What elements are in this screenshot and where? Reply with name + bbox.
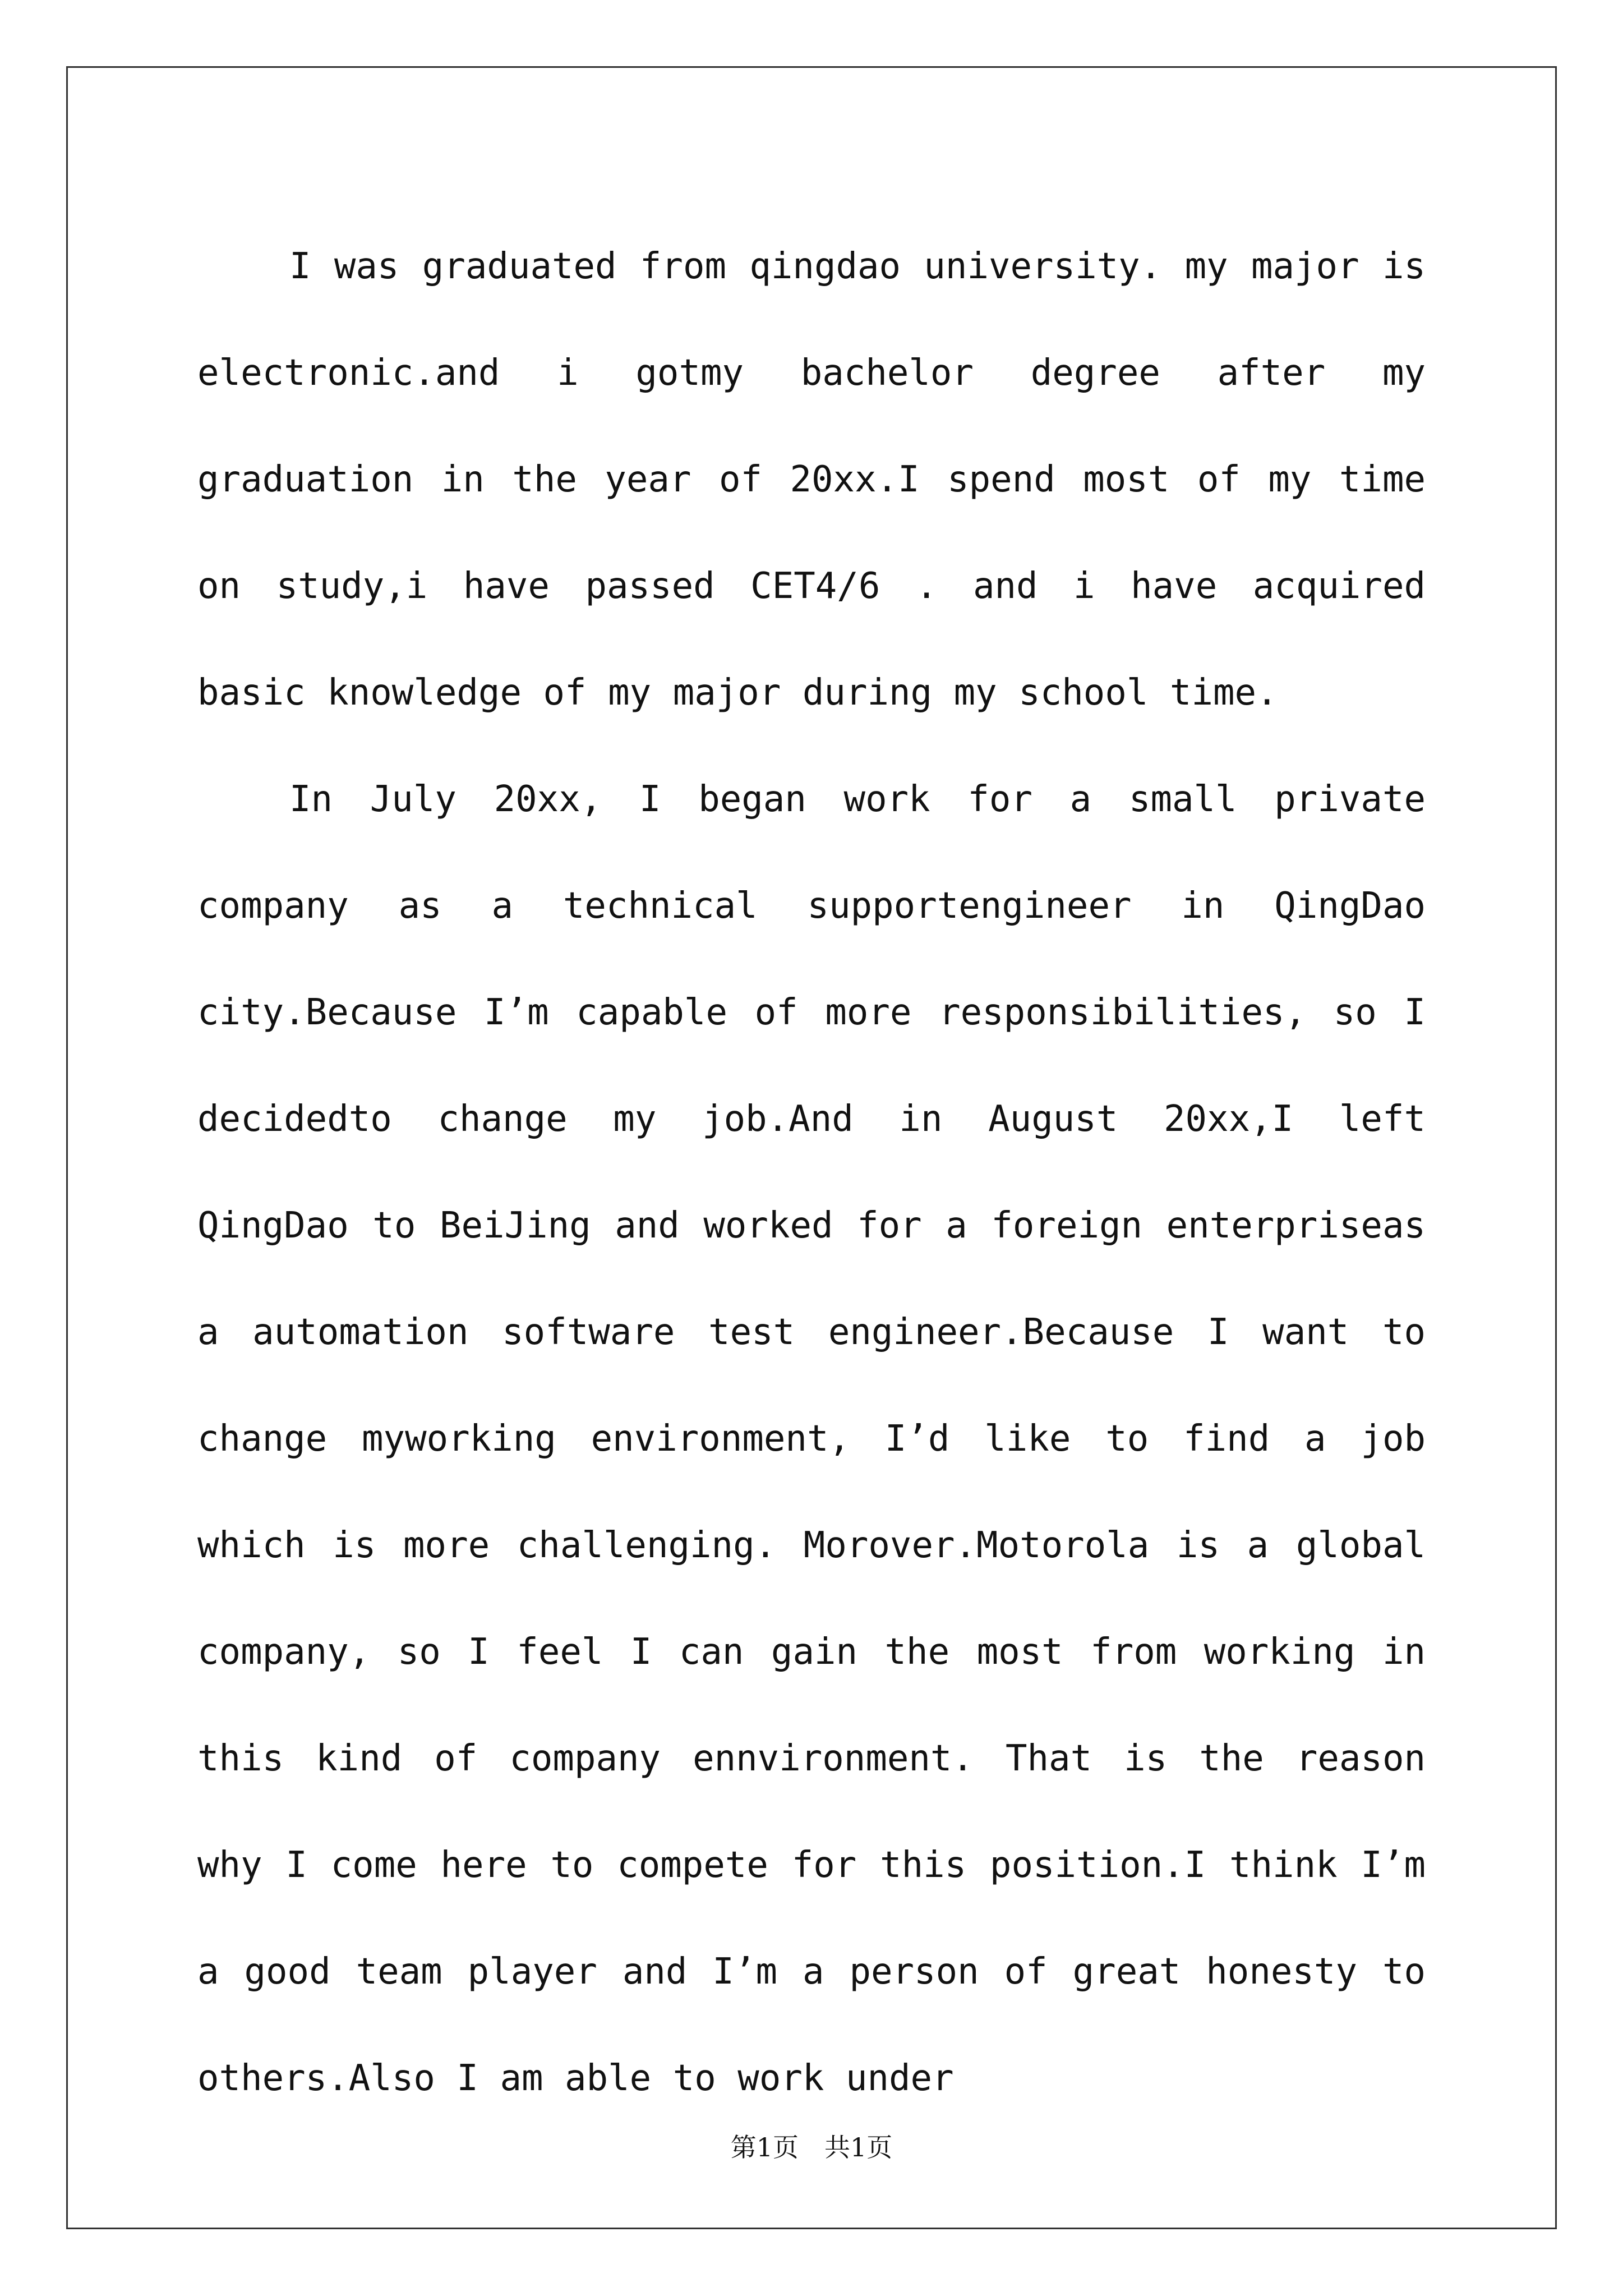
paragraph-work-experience: In July 20xx, I began work for a small private company as a technical supportengineer in QingDao city.Because I’m capable of more responsibilities, so I decidedto change my job.And in August 20xx,I left QingDao to BeiJing and worked for a foreign enterpriseas a automation software test engineer.Because I want to change myworking environment, I’d like to find a job which is more challenging. Morover.Motorola is a global company, so I feel I can gain the most from working in this kind of company ennvironment. That is the reason why I come here to compete for this position.I think I’m a good team player and I’m a person of great honesty to others.Also I am able to work under: [197, 779, 1426, 2099]
page-number-footer: 第1页 共1页: [730, 2132, 893, 2162]
document-body: [197, 213, 1426, 2132]
paragraph-education: I was graduated from qingdao university. my major is electronic.and i gotmy bachelor degree after my graduation in the year of 20xx.I spend most of my time on study,i have passed CET4/6 . and i have acquired basic knowledge of my major during my school time.: [197, 246, 1426, 714]
